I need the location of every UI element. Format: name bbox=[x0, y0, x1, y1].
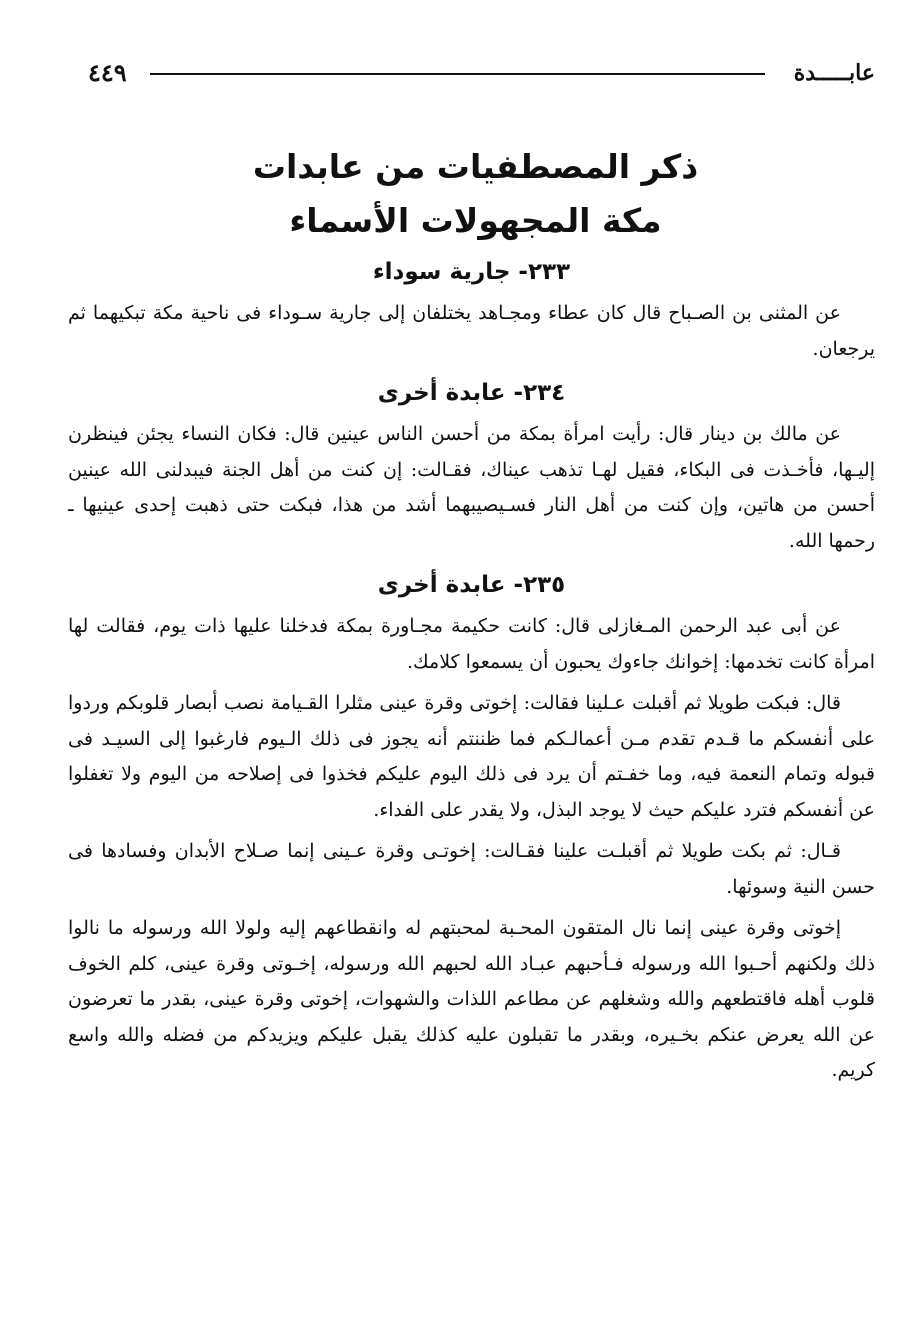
section-234 bbox=[68, 373, 875, 559]
paragraph: عن أبى عبد الرحمن المـغازلى قال: كانت حكيمة مجـاورة بمكة فدخلنا عليها ذات يوم، فقالت لها امرأة كانت تخدمها: إخوانك جاءوك يحبون أن يسمعوا كلامك. bbox=[68, 615, 875, 673]
paragraph: إخوتى وقرة عينى إنما نال المتقون المحـبة لمحبتهم له وانقطاعهم إليه ولولا الله ورسوله ما نالوا ذلك ولكنهم أحـبوا الله ورسوله فـأحبهم عبـاد الله لحبهم الله ورسوله، إخـوتى وقرة عينى، كلم الخوف قلوب أهله فاقتطعهم والله وشغلهم عن مطاعم اللذات والشهوات، إخوتى وقرة عينى، بقدر ما تعرضون عن الله يعرض عنكم بخـيره، وبقدر ما تقبلون عليه كذلك يقبل عليكم ويزيدكم من فضله والله واسع كريم. bbox=[68, 917, 875, 1081]
page-number: ٤٤٩ bbox=[88, 58, 127, 87]
paragraph: عن المثنى بن الصـباح قال كان عطاء ومجـاهد يختلفان إلى جارية سـوداء فى ناحية مكة تبكيهما ثم يرجعان. bbox=[68, 302, 875, 360]
paragraph: قـال: ثم بكت طويلا ثم أقبلـت علينا فقـالت: إخوتـى وقرة عـينى إنما صـلاح الأبدان وفسادها فى حسن النية وسوئها. bbox=[68, 840, 875, 898]
header-rule bbox=[150, 73, 765, 75]
chapter-title-block bbox=[80, 140, 871, 248]
chapter-title-line-2: مكة المجهولات الأسماء bbox=[289, 201, 662, 240]
section-heading: ٢٣٥- عابدة أخرى bbox=[377, 572, 566, 598]
section-233 bbox=[68, 252, 875, 367]
section-heading: ٢٣٣- جارية سوداء bbox=[372, 259, 571, 285]
section-heading: ٢٣٤- عابدة أخرى bbox=[377, 380, 566, 406]
running-title: عابـــــدة bbox=[793, 60, 875, 86]
paragraph: قال: فبكت طويلا ثم أقبلت عـلينا فقالت: إخوتى وقرة عينى مثلرا القـيامة نصب أبصار قلوبكم وردوا على أنفسكم ما قـدم تقدم مـن أعمالـكم فما ظننتم أنه يجوز فى ذلك الـيوم فارغبوا إلى السيـد فى قبوله وتمام النعمة فيه، وما خفـتم أن يرد فى ذلك اليوم عليكم فخذوا فى إصلاحه من اليوم ولا تغفلوا عن أنفسكم فترد عليكم حيث لا يوجد البذل، ولا يقدر على الفداء. bbox=[68, 692, 875, 821]
chapter-title-line-1: ذكر المصطفيات من عابدات bbox=[252, 147, 699, 186]
page-body bbox=[68, 252, 875, 1095]
paragraph: عن مالك بن دينار قال: رأيت امرأة بمكة من أحسن الناس عينين قال: فكان النساء يجئن فينظرن إليـها، فأخـذت فى البكاء، فقيل لهـا تذهب عيناك، فقـالت: إن كنت من أهل الجنة فيبدلنى الله عينين أحسن من هاتين، وإن كنت من أهل النار فسـيصيبهما أشد من هذا، فبكت حتى ذهبت إحدى عينيها ـ رحمها الله. bbox=[68, 423, 875, 552]
running-header bbox=[80, 58, 875, 88]
section-235 bbox=[68, 565, 875, 1089]
